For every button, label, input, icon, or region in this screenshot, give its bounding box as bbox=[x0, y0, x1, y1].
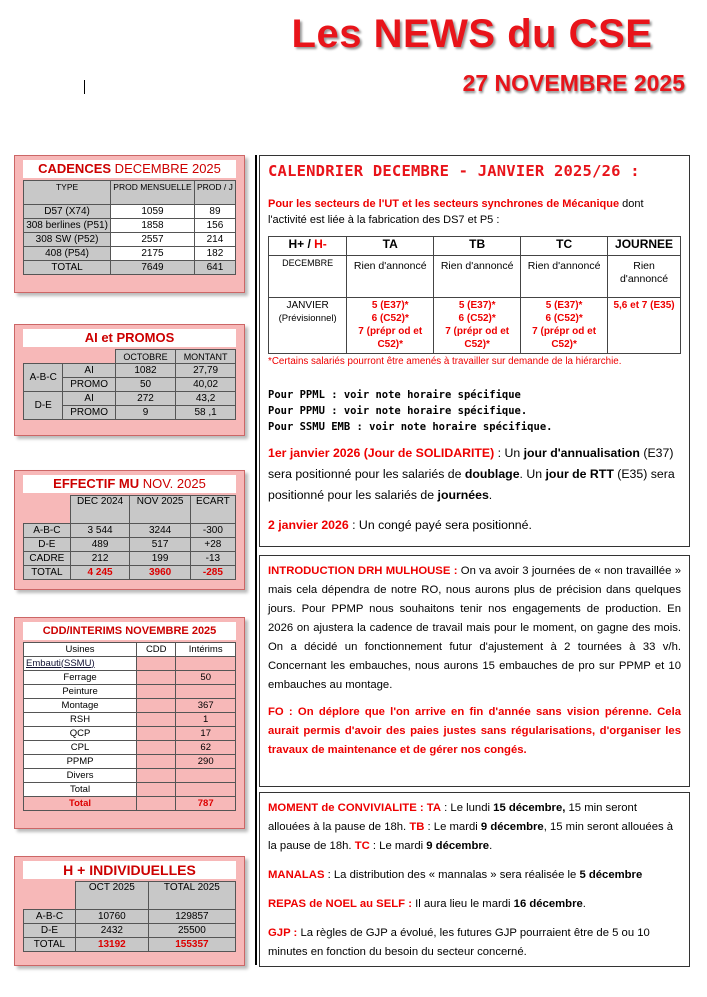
cell: TOTAL bbox=[24, 261, 111, 275]
cell: 367 bbox=[176, 699, 236, 713]
group-label: D-E bbox=[24, 392, 63, 420]
cell: Divers bbox=[24, 769, 137, 783]
cell: RSH bbox=[24, 713, 137, 727]
col-header: ECART bbox=[190, 496, 235, 524]
cell: CADRE bbox=[24, 552, 71, 566]
calendar-note: *Certains salariés pourront être amenés à travailler sur demande de la hiérarchie. bbox=[268, 356, 622, 367]
cell: Rien d'annoncé bbox=[521, 256, 608, 298]
cdd-box bbox=[14, 617, 245, 829]
cell: TOTAL bbox=[24, 938, 76, 952]
cell bbox=[176, 685, 236, 699]
moment-text: MOMENT de CONVIVIALITE : TA : Le lundi 15 décembre, 15 min seront allouées à la pause de 18h. TB : Le mardi 9 décembre, 15 min seront allouées à la pause de 18h. TC : Le mardi 9 décembre. bbox=[268, 802, 674, 852]
col-header: TC bbox=[521, 237, 608, 256]
cell bbox=[137, 797, 176, 811]
cell: 787 bbox=[176, 797, 236, 811]
hplus-table bbox=[23, 881, 236, 952]
cell: 5,6 et 7 (E35) bbox=[608, 298, 681, 354]
cell bbox=[137, 727, 176, 741]
events-box bbox=[259, 792, 690, 967]
cell: 5 (E37)* 6 (C52)* 7 (prépr od et C52)* bbox=[434, 298, 521, 354]
cell: 3 544 bbox=[70, 524, 130, 538]
cell: 58 ,1 bbox=[176, 406, 236, 420]
col-header: PROD / J bbox=[194, 181, 235, 205]
col-header: DEC 2024 bbox=[70, 496, 130, 524]
cell: 641 bbox=[194, 261, 235, 275]
ai-promos-box bbox=[14, 324, 245, 436]
col-header: Intérims bbox=[176, 643, 236, 657]
cell: 3960 bbox=[130, 566, 190, 580]
cell: Rien d'annoncé bbox=[347, 256, 434, 298]
cell bbox=[137, 671, 176, 685]
cell bbox=[137, 657, 176, 671]
solidarite-text: 1er janvier 2026 (Jour de SOLIDARITE) : Un jour d'annualisation (E37) sera positionné pour les salariés de doublage. Un jour de RTT (E35) sera positionné pour les salariés de journées. bbox=[268, 446, 675, 502]
ppmu-note: Pour PPMU : voir note horaire spécifique. bbox=[268, 405, 528, 417]
cell: 5 (E37)* 6 (C52)* 7 (prépr od et C52)* bbox=[347, 298, 434, 354]
cell: TOTAL bbox=[24, 566, 71, 580]
corner-header: H+ / H- bbox=[269, 237, 347, 256]
cell: A-B-C bbox=[24, 910, 76, 924]
col-header: Usines bbox=[24, 643, 137, 657]
ai-promos-title: AI et PROMOS bbox=[23, 329, 236, 347]
ai-promos-table bbox=[23, 349, 236, 420]
jan2-text: 2 janvier 2026 : Un congé payé sera positionné. bbox=[268, 518, 532, 532]
effectif-title: EFFECTIF MU NOV. 2025 bbox=[23, 475, 236, 493]
drh-text: INTRODUCTION DRH MULHOUSE : On va avoir 3 journées de « non travaillée » mais cela dépendra de notre RO, nous aurons plus de précision dans quelques jours. Pour PPMP nous souhaitons tenir nos engagements de production. En 2026 on ajustera la cadence de travail mais pour le moment, on gagne des mois. On a décidé un fonctionnement futur d'ajustement à 2 tournées à 33 v/h. Concernant les embauches, nous aurons 15 embauches de pro sur PPMP et 10 embauches au montage. bbox=[268, 565, 681, 691]
cell: CPL bbox=[24, 741, 137, 755]
cell: 50 bbox=[115, 378, 175, 392]
cell: 3244 bbox=[130, 524, 190, 538]
cell: +28 bbox=[190, 538, 235, 552]
cadences-table bbox=[23, 180, 236, 275]
cell: 40,02 bbox=[176, 378, 236, 392]
cell bbox=[176, 769, 236, 783]
cell bbox=[137, 755, 176, 769]
cell: 129857 bbox=[148, 910, 235, 924]
cell: 4 245 bbox=[70, 566, 130, 580]
cell: D57 (X74) bbox=[24, 205, 111, 219]
effectif-box bbox=[14, 470, 245, 590]
cell: -300 bbox=[190, 524, 235, 538]
cell: 408 (P54) bbox=[24, 247, 111, 261]
ssmu-note: Pour SSMU EMB : voir note horaire spécifique. bbox=[268, 421, 553, 433]
cell: 212 bbox=[70, 552, 130, 566]
col-header: CDD bbox=[137, 643, 176, 657]
calendar-box bbox=[259, 155, 690, 547]
cell: 2432 bbox=[75, 924, 148, 938]
cell: 7649 bbox=[111, 261, 195, 275]
cell: 27,79 bbox=[176, 364, 236, 378]
col-header: TA bbox=[347, 237, 434, 256]
col-header: NOV 2025 bbox=[130, 496, 190, 524]
calendar-intro: Pour les secteurs de l'UT et les secteurs synchrones de Mécanique dont l'activité est liée à la fabrication des DS7 et P5 : bbox=[268, 198, 644, 226]
cell: 290 bbox=[176, 755, 236, 769]
drh-box bbox=[259, 555, 690, 787]
cell: 2175 bbox=[111, 247, 195, 261]
cell: Embauti(SSMU) bbox=[24, 657, 137, 671]
cell: 199 bbox=[130, 552, 190, 566]
cell: 155357 bbox=[148, 938, 235, 952]
cell: -13 bbox=[190, 552, 235, 566]
newsletter-date: 27 NOVEMBRE 2025 bbox=[462, 70, 685, 96]
cell: D-E bbox=[24, 924, 76, 938]
cell bbox=[176, 657, 236, 671]
cell: 5 (E37)* 6 (C52)* 7 (prépr od et C52)* bbox=[521, 298, 608, 354]
fo-text: FO : On déplore que l'on arrive en fin d'année sans vision pérenne. Cela aurait permis d'avoir des paies justes sans régularisations, d'organiser les travaux de maintenance et de gérer nos congés. bbox=[268, 706, 681, 756]
effectif-table bbox=[23, 495, 236, 580]
cell: Ferrage bbox=[24, 671, 137, 685]
manalas-text: MANALAS : La distribution des « mannalas » sera réalisée le 5 décembre bbox=[268, 869, 643, 881]
cell: 517 bbox=[130, 538, 190, 552]
cell: 25500 bbox=[148, 924, 235, 938]
col-header: OCTOBRE bbox=[115, 350, 175, 364]
cadences-title: CADENCES DECEMBRE 2025 bbox=[23, 160, 236, 178]
cell: 13192 bbox=[75, 938, 148, 952]
cell: 308 berlines (P51) bbox=[24, 219, 111, 233]
col-header: TB bbox=[434, 237, 521, 256]
row-label: DECEMBRE bbox=[269, 256, 347, 298]
cell: QCP bbox=[24, 727, 137, 741]
cell: Total bbox=[24, 797, 137, 811]
cell: AI bbox=[63, 364, 115, 378]
cell: Peinture bbox=[24, 685, 137, 699]
cell: 489 bbox=[70, 538, 130, 552]
cell: 214 bbox=[194, 233, 235, 247]
cell: 9 bbox=[115, 406, 175, 420]
text-cursor bbox=[84, 80, 85, 94]
cadences-box bbox=[14, 155, 245, 293]
cell: Montage bbox=[24, 699, 137, 713]
cell: AI bbox=[63, 392, 115, 406]
cell: 43,2 bbox=[176, 392, 236, 406]
cell: 50 bbox=[176, 671, 236, 685]
group-label: A-B-C bbox=[24, 364, 63, 392]
newsletter-title: Les NEWS du CSE bbox=[291, 12, 653, 56]
gjp-text: GJP : La règles de GJP a évolué, les futures GJP pourraient être de 5 ou 10 minutes en fonction du besoin du secteur concerné. bbox=[268, 927, 650, 958]
calendar-title: CALENDRIER DECEMBRE - JANVIER 2025/26 : bbox=[268, 162, 640, 180]
col-header: TOTAL 2025 bbox=[148, 882, 235, 910]
cell bbox=[137, 783, 176, 797]
row-label: JANVIER (Prévisionnel) bbox=[269, 298, 347, 354]
cell bbox=[137, 699, 176, 713]
cell: 1858 bbox=[111, 219, 195, 233]
cell: Total bbox=[24, 783, 137, 797]
cell: Rien d'annoncé bbox=[608, 256, 681, 298]
cell: 1059 bbox=[111, 205, 195, 219]
cell: PROMO bbox=[63, 406, 115, 420]
cell: 89 bbox=[194, 205, 235, 219]
cdd-title: CDD/INTERIMS NOVEMBRE 2025 bbox=[23, 622, 236, 640]
cell: Rien d'annoncé bbox=[434, 256, 521, 298]
column-divider bbox=[255, 155, 257, 965]
cell: 17 bbox=[176, 727, 236, 741]
cell: D-E bbox=[24, 538, 71, 552]
cell bbox=[137, 769, 176, 783]
cell: 2557 bbox=[111, 233, 195, 247]
ppml-note: Pour PPML : voir note horaire spécifique bbox=[268, 389, 521, 401]
cell: 10760 bbox=[75, 910, 148, 924]
cell: 308 SW (P52) bbox=[24, 233, 111, 247]
cell bbox=[137, 713, 176, 727]
repas-text: REPAS de NOEL au SELF : Il aura lieu le mardi 16 décembre. bbox=[268, 898, 586, 910]
cell: A-B-C bbox=[24, 524, 71, 538]
cell: 62 bbox=[176, 741, 236, 755]
hplus-title: H + INDIVIDUELLES bbox=[23, 861, 236, 879]
col-header: PROD MENSUELLE bbox=[111, 181, 195, 205]
cell bbox=[137, 685, 176, 699]
cell: 156 bbox=[194, 219, 235, 233]
cell bbox=[176, 783, 236, 797]
calendar-table bbox=[268, 236, 681, 354]
cell: 1 bbox=[176, 713, 236, 727]
cell: 272 bbox=[115, 392, 175, 406]
col-header: JOURNEE bbox=[608, 237, 681, 256]
hplus-box bbox=[14, 856, 245, 966]
cell: PROMO bbox=[63, 378, 115, 392]
col-header: OCT 2025 bbox=[75, 882, 148, 910]
col-header: MONTANT bbox=[176, 350, 236, 364]
cell: -285 bbox=[190, 566, 235, 580]
cell bbox=[137, 741, 176, 755]
cell: 182 bbox=[194, 247, 235, 261]
cell: PPMP bbox=[24, 755, 137, 769]
cell: 1082 bbox=[115, 364, 175, 378]
cdd-table bbox=[23, 642, 236, 811]
col-header: TYPE bbox=[24, 181, 111, 205]
